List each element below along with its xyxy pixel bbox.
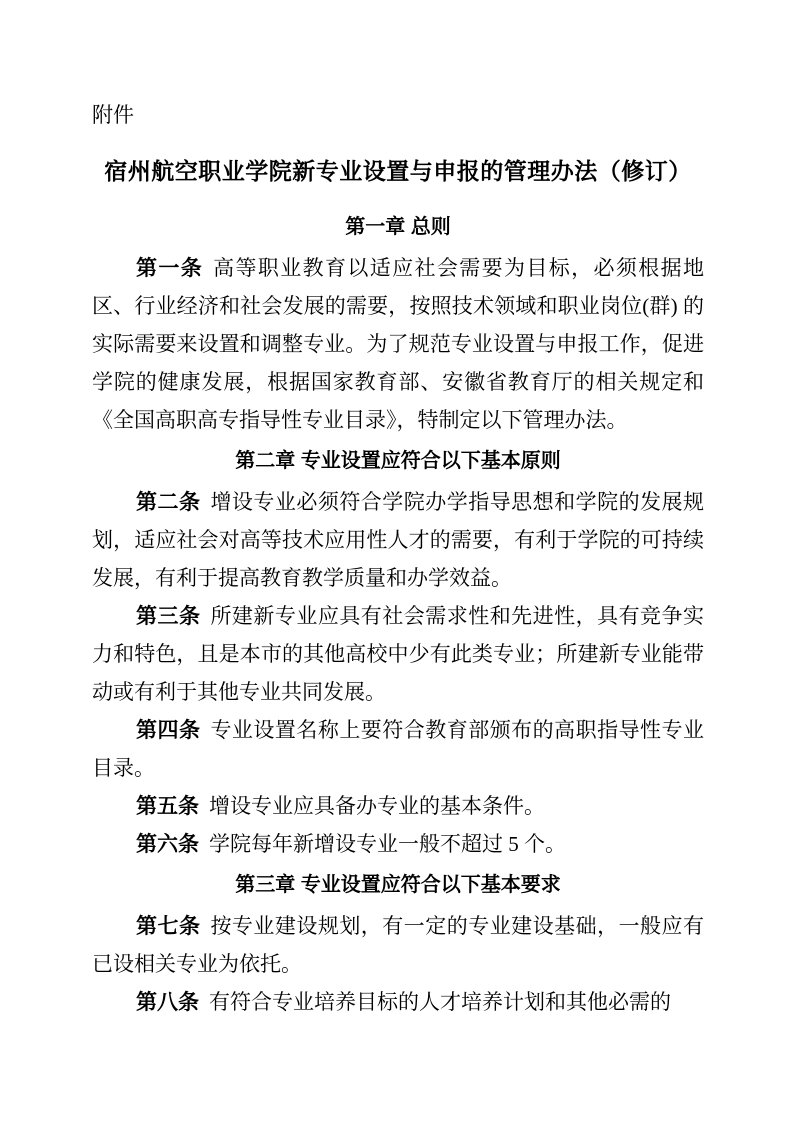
article-4 [92, 711, 704, 787]
article-8-label: 第八条 [136, 990, 199, 1014]
article-1-label: 第一条 [136, 256, 204, 280]
article-7 [92, 907, 704, 983]
article-1 [92, 249, 704, 439]
article-7-label: 第七条 [136, 914, 201, 938]
document-title: 宿州航空职业学院新专业设置与申报的管理办法（修订） [104, 159, 692, 184]
attachment-label: 附件 [92, 104, 134, 127]
article-4-label: 第四条 [136, 718, 201, 742]
article-5-label: 第五条 [136, 794, 199, 818]
article-4-text: 专业设置名称上要符合教育部颁布的高职指导性专业目录。 [92, 718, 705, 780]
chapter-heading-2: 第二章 专业设置应符合以下基本原则 [235, 450, 561, 472]
article-7-text: 按专业建设规划，有一定的专业建设基础，一般应有已设相关专业为依托。 [92, 914, 705, 976]
article-5-text: 增设专业应具备办专业的基本条件。 [209, 794, 545, 818]
article-6-label: 第六条 [136, 832, 199, 856]
article-1-text: 高等职业教育以适应社会需要为目标，必须根据地区、行业经济和社会发展的需要，按照技术领域和职业岗位(群) 的实际需要来设置和调整专业。为了规范专业设置与申报工作，促进学院的健康发展，根据国家教育部、安徽省教育厅的相关规定和《全国高职高专指导性专业目录》，特制定以下管理办法。 [92, 256, 704, 432]
article-5 [92, 787, 704, 825]
chapter-heading-1: 第一章 总则 [345, 216, 451, 238]
article-8 [92, 983, 704, 1021]
article-2 [92, 483, 704, 597]
article-3-label: 第三条 [136, 604, 201, 628]
article-3 [92, 597, 704, 711]
article-8-text: 有符合专业培养目标的人才培养计划和其他必需的 [209, 990, 671, 1014]
chapter-heading-3: 第三章 专业设置应符合以下基本要求 [235, 874, 561, 896]
article-2-text: 增设专业必须符合学院办学指导思想和学院的发展规划，适应社会对高等技术应用性人才的需要，有利于学院的可持续发展，有利于提高教育教学质量和办学效益。 [92, 490, 705, 590]
article-3-text: 所建新专业应具有社会需求性和先进性，具有竞争实力和特色，且是本市的其他高校中少有此类专业；所建新专业能带动或有利于其他专业共同发展。 [92, 604, 705, 704]
article-6-text: 学院每年新增设专业一般不超过 5 个。 [209, 832, 566, 856]
article-6 [92, 825, 704, 863]
article-2-label: 第二条 [136, 490, 201, 514]
